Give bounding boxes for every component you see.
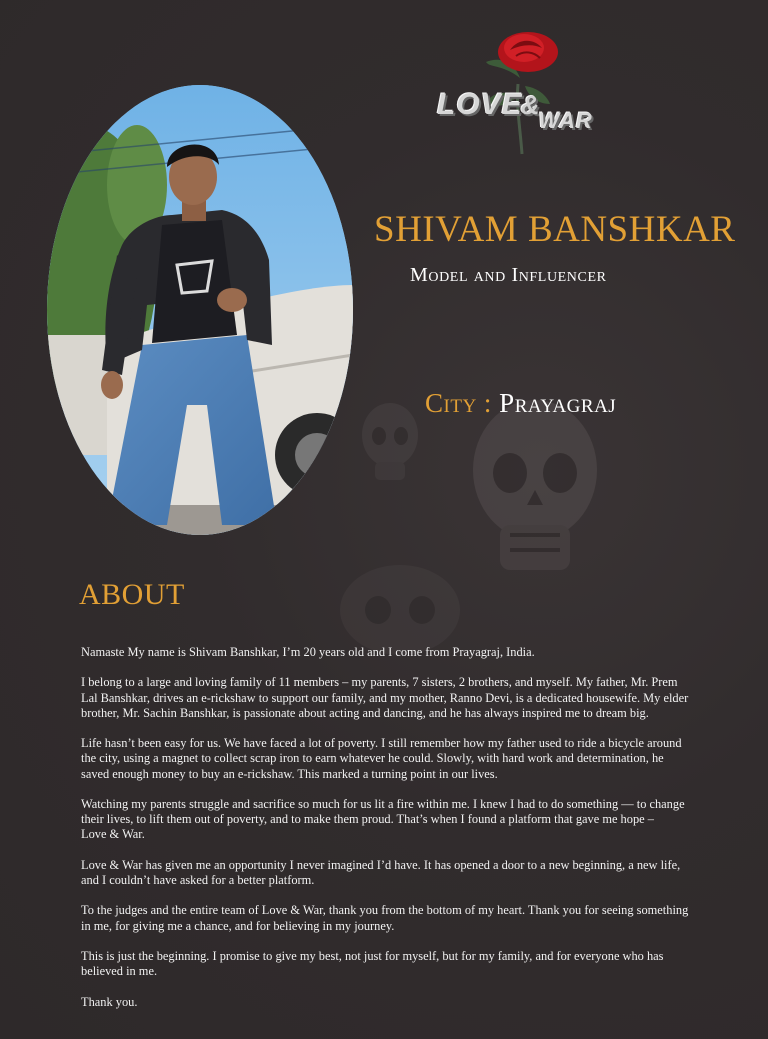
logo-text-love: LOVE: [437, 88, 523, 121]
love-and-war-logo: [437, 88, 593, 133]
profile-role: Model and Influencer: [410, 264, 607, 286]
about-paragraph: I belong to a large and loving family of 11 members – my parents, 7 sisters, 2 brothers, and myself. My father, Mr. Prem Lal Banshkar, drives an e-rickshaw to support our family, and my mother, Ranno Devi, is a dedicated housewife. My elder brother, Mr. Sachin Banshkar, is passionate about acting and dancing, and he has always inspired me to dream big.: [81, 675, 689, 720]
portrait-illustration: [47, 85, 353, 535]
about-paragraph: Watching my parents struggle and sacrifice so much for us lit a fire within me. I knew I had to do something — to change their lives, to lift them out of poverty, and to make them proud. That’s when I found a platform that gave me hope – Love & War.: [81, 796, 685, 842]
about-paragraph: Thank you.: [81, 994, 138, 1009]
about-heading: ABOUT: [79, 578, 185, 611]
logo-text-amp: &: [520, 90, 541, 120]
about-paragraph: This is just the beginning. I promise to give my best, not just for myself, but for my family, and for everyone who has believed in me.: [81, 948, 664, 979]
about-paragraph: Life hasn’t been easy for us. We have faced a lot of poverty. I still remember how my father used to ride a bicycle around the city, using a magnet to collect scrap iron to earn whatever he could. Slowly, with hard work and determination, he saved enough money to buy an e-rickshaw. This marked a turning point in our lives.: [81, 736, 682, 781]
city-label: City :: [425, 388, 492, 418]
about-body: [81, 645, 701, 1025]
skull-decoration-small: [355, 400, 425, 490]
about-paragraph: Love & War has given me an opportunity I never imagined I’d have. It has opened a door to a new beginning, a new life, and I couldn’t have asked for a better platform.: [81, 857, 681, 887]
about-paragraph: To the judges and the entire team of Love & War, thank you from the bottom of my heart. Thank you for seeing something in me, for giving me a chance, and for believing in my journey.: [81, 903, 689, 933]
city-value: Prayagraj: [499, 388, 617, 418]
about-paragraph: Namaste My name is Shivam Banshkar, I’m 20 years old and I come from Prayagraj, India.: [81, 645, 535, 659]
profile-city: [425, 388, 616, 419]
logo-text-war: WAR: [538, 108, 593, 133]
profile-photo: [47, 85, 353, 535]
skull-decoration-large: [455, 395, 615, 595]
profile-name: SHIVAM BANSHKAR: [374, 209, 736, 250]
